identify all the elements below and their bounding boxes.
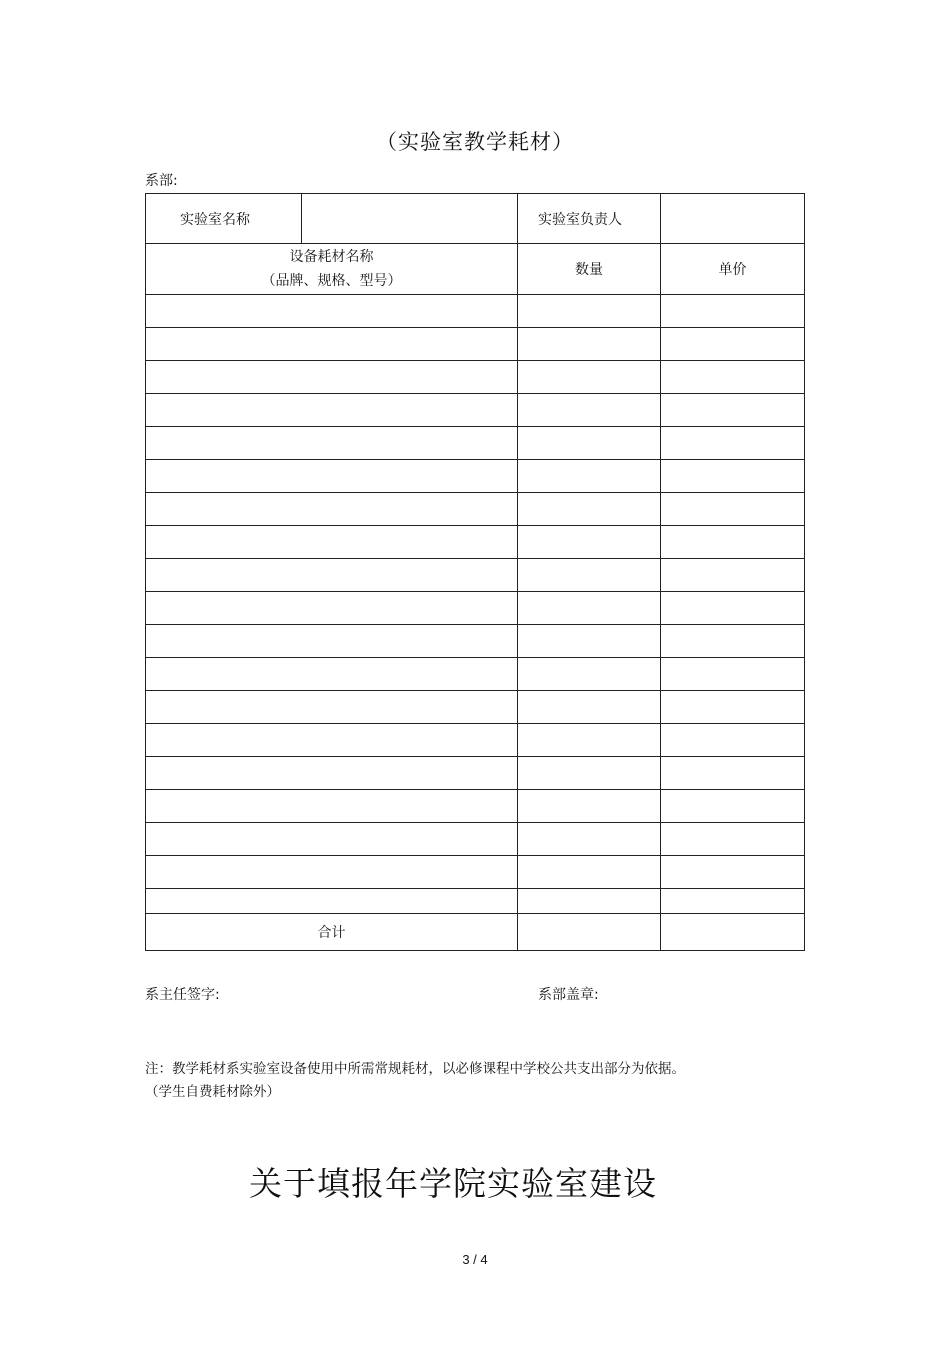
- quantity-cell[interactable]: [518, 625, 661, 658]
- table-row: [146, 493, 805, 526]
- table-row: [146, 823, 805, 856]
- table-row: [146, 889, 805, 914]
- unit-price-cell[interactable]: [661, 328, 805, 361]
- quantity-cell[interactable]: [518, 658, 661, 691]
- unit-price-cell[interactable]: [661, 427, 805, 460]
- table-row: [146, 658, 805, 691]
- column-header-row: [146, 244, 805, 295]
- item-name-cell[interactable]: [146, 757, 518, 790]
- item-name-cell[interactable]: [146, 427, 518, 460]
- unit-price-cell[interactable]: [661, 823, 805, 856]
- quantity-cell[interactable]: [518, 361, 661, 394]
- item-name-header: [146, 244, 518, 295]
- quantity-cell[interactable]: [518, 790, 661, 823]
- quantity-cell[interactable]: [518, 823, 661, 856]
- table-row: [146, 427, 805, 460]
- total-quantity-cell[interactable]: [518, 914, 661, 951]
- unit-price-cell[interactable]: [661, 493, 805, 526]
- unit-price-cell[interactable]: [661, 856, 805, 889]
- note-line-1: 注：教学耗材系实验室设备使用中所需常规耗材，以必修课程中学校公共支出部分为依据。: [145, 1061, 685, 1077]
- note-line-2: （学生自费耗材除外）: [145, 1084, 280, 1100]
- item-name-cell[interactable]: [146, 625, 518, 658]
- unit-price-header: 单价: [661, 244, 805, 295]
- lab-head-label: 实验室负责人: [518, 194, 661, 244]
- table-row: [146, 691, 805, 724]
- quantity-cell[interactable]: [518, 526, 661, 559]
- item-name-cell[interactable]: [146, 856, 518, 889]
- unit-price-cell[interactable]: [661, 625, 805, 658]
- table-row: [146, 757, 805, 790]
- item-name-cell[interactable]: [146, 889, 518, 914]
- item-name-cell[interactable]: [146, 592, 518, 625]
- unit-price-cell[interactable]: [661, 790, 805, 823]
- total-row: [146, 914, 805, 951]
- quantity-header: 数量: [518, 244, 661, 295]
- document-title: （实验室教学耗材）: [376, 130, 574, 154]
- total-price-cell[interactable]: [661, 914, 805, 951]
- quantity-cell[interactable]: [518, 856, 661, 889]
- unit-price-cell[interactable]: [661, 460, 805, 493]
- item-name-cell[interactable]: [146, 361, 518, 394]
- item-name-cell[interactable]: [146, 559, 518, 592]
- item-name-cell[interactable]: [146, 658, 518, 691]
- table-row: [146, 361, 805, 394]
- unit-price-cell[interactable]: [661, 592, 805, 625]
- quantity-cell[interactable]: [518, 394, 661, 427]
- department-seal-label: 系部盖章:: [538, 987, 599, 1003]
- unit-price-cell[interactable]: [661, 394, 805, 427]
- note: [145, 1058, 685, 1104]
- consumables-form-table: [145, 193, 805, 951]
- table-row: [146, 856, 805, 889]
- unit-price-cell[interactable]: [661, 757, 805, 790]
- item-name-cell[interactable]: [146, 394, 518, 427]
- quantity-cell[interactable]: [518, 295, 661, 328]
- table-row: [146, 328, 805, 361]
- quantity-cell[interactable]: [518, 493, 661, 526]
- table-row: [146, 394, 805, 427]
- lab-info-row: [146, 194, 805, 244]
- director-signature-label: 系主任签字:: [145, 987, 220, 1003]
- item-name-cell[interactable]: [146, 724, 518, 757]
- item-name-cell[interactable]: [146, 526, 518, 559]
- item-name-header-line1: 设备耗材名称: [289, 249, 374, 265]
- table-row: [146, 559, 805, 592]
- item-name-header-line2: （品牌、规格、型号）: [261, 273, 402, 289]
- unit-price-cell[interactable]: [661, 658, 805, 691]
- quantity-cell[interactable]: [518, 328, 661, 361]
- quantity-cell[interactable]: [518, 592, 661, 625]
- quantity-cell[interactable]: [518, 460, 661, 493]
- department-label: 系部:: [145, 173, 178, 189]
- lab-name-label: 实验室名称: [146, 194, 302, 244]
- quantity-cell[interactable]: [518, 889, 661, 914]
- quantity-cell[interactable]: [518, 427, 661, 460]
- unit-price-cell[interactable]: [661, 889, 805, 914]
- unit-price-cell[interactable]: [661, 724, 805, 757]
- page-number: 3 / 4: [462, 1252, 488, 1267]
- table-row: [146, 790, 805, 823]
- unit-price-cell[interactable]: [661, 526, 805, 559]
- unit-price-cell[interactable]: [661, 691, 805, 724]
- lab-head-cell[interactable]: [661, 194, 805, 244]
- table-row: [146, 724, 805, 757]
- unit-price-cell[interactable]: [661, 295, 805, 328]
- quantity-cell[interactable]: [518, 724, 661, 757]
- section-heading: 关于填报年学院实验室建设: [249, 1164, 657, 1203]
- item-name-cell[interactable]: [146, 493, 518, 526]
- quantity-cell[interactable]: [518, 559, 661, 592]
- table-row: [146, 625, 805, 658]
- item-name-cell[interactable]: [146, 823, 518, 856]
- item-name-cell[interactable]: [146, 328, 518, 361]
- unit-price-cell[interactable]: [661, 361, 805, 394]
- quantity-cell[interactable]: [518, 757, 661, 790]
- total-label: 合计: [146, 914, 518, 951]
- unit-price-cell[interactable]: [661, 559, 805, 592]
- item-name-cell[interactable]: [146, 295, 518, 328]
- quantity-cell[interactable]: [518, 691, 661, 724]
- item-name-cell[interactable]: [146, 460, 518, 493]
- item-name-cell[interactable]: [146, 790, 518, 823]
- lab-name-cell[interactable]: [302, 194, 518, 244]
- table-row: [146, 460, 805, 493]
- table-row: [146, 592, 805, 625]
- table-row: [146, 295, 805, 328]
- item-name-cell[interactable]: [146, 691, 518, 724]
- table-row: [146, 526, 805, 559]
